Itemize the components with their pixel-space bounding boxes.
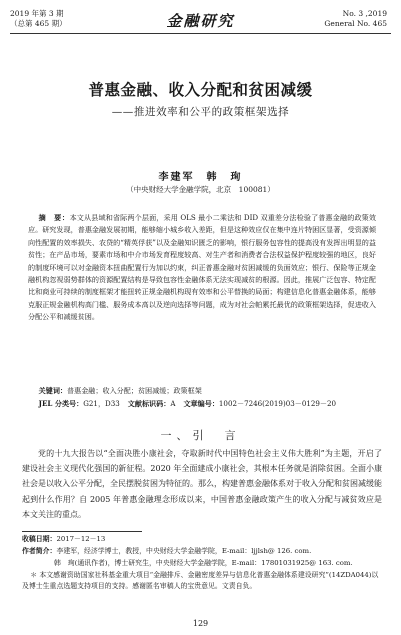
footnote-funding: ＊ 本文感谢资助国家社科基金重大项目“金融排斥、金融密度差异与信息化普惠金融体系建设研究”(14ZDA044)以及博士生重点选题支持项目的支持。感谢匿名审稿人的宝贵意见。文责自负。	[22, 571, 379, 591]
abstract	[28, 212, 376, 324]
author-affiliation: （中央财经大学金融学院，北京 100081）	[126, 185, 275, 194]
author-names: 李建军 韩 珣	[158, 172, 243, 183]
article-subtitle: ——推进效率和公平的政策框架选择	[111, 106, 290, 118]
article-title: 普惠金融、收入分配和贫困减缓	[88, 80, 313, 99]
article-id-label: 文章编号：	[183, 399, 219, 408]
footnote-rule	[22, 531, 142, 532]
keywords-text: 普惠金融；收入分配；贫困减缓；政策框架	[67, 386, 202, 395]
general-number-label: General No. 465	[324, 19, 387, 28]
intro-paragraph: 党的十九大报告以“全面决胜小康社会，夺取新时代中国特色社会主义伟大胜利”为主题，开启了建设社会主义现代化强国的新征程。2020 年全面建成小康社会，其根本任务就是消除贫困。全面小康社会是以收入公平分配，全民摆脱贫困为特征的。那么，构建普惠金融体系对于收入分配和贫困减缓能起到什么作用？自 2005 年普惠金融理念形成以来，中国普惠金融政策产生的收入分配与减贫效应是本文关注的重点。	[22, 449, 382, 519]
abstract-text: 本文从县域和省际两个层面，采用 OLS 最小二乘法和 DID 双重差分法检验了普惠金融的政策效应。研究发现，普惠金融发展初期，能够缩小城乡收入差距，但是这种效应仅在集中连片特困区显著，受资源倾向性配置的效率损失、农贷的“精英俘获”以及金融知识匮乏的影响，银行服务包容性的提高没有发挥出明显的益贫性；在产品市场，要素市场和中介市场发育程度较高、对生产者和消费者合法权益保护程度较强的地区，良好的制度环境可以对金融资本扭曲配置行为加以约束，纠正普惠金融对贫困减缓的负面效应；银行、保险等正规金融机构忽视弱势群体的资源配置结构是导致包容性金融体系无法实现减贫的根源。因此，推展广泛包容、特定配比和商业可持续的制度框架才能扭转正规金融机构现有效率和公平替换的局面；构建信息化普惠金融体系，能够克服正规金融机构高门槛、服务成本高以及逆向选择等问题，成为对社会帕累托最优的政策框架选择，促进收入分配公平和减缓贫困。	[28, 213, 376, 322]
page-number: 129	[192, 619, 209, 628]
footnote-author-2: 韩 珣(通讯作者)，博士研究生，中央财经大学金融学院，E-mail：17801031925@ 163. com.	[54, 559, 353, 567]
jel-label: JEL 分类号：	[38, 399, 84, 408]
header-rule	[10, 33, 391, 34]
received-date: 2017－12－13	[56, 535, 106, 543]
jel-codes: G21，D33	[83, 399, 120, 408]
keywords	[28, 385, 376, 396]
issue-number-label: No. 3 ,2019	[342, 9, 387, 18]
keywords-label: 关键词：	[38, 386, 68, 395]
footnote-author-1	[22, 546, 382, 557]
abstract-label: 摘 要：	[38, 213, 70, 222]
issue-label: 2019 年第 3 期	[10, 9, 64, 18]
document-code-label: 文献标识码：	[127, 399, 171, 408]
section-heading: 一、引 言	[160, 429, 241, 442]
classification-line	[28, 398, 376, 409]
running-header-right	[324, 9, 387, 29]
article-id: 1002－7246(2019)03－0129－20	[218, 399, 337, 408]
footnote-received	[22, 534, 382, 545]
received-label: 收稿日期：	[22, 535, 57, 543]
author-1-bio: 李建军，经济学博士，教授，中央财经大学金融学院，E-mail：ljjlsh@ 126. com.	[56, 547, 312, 555]
author-bio-label: 作者简介：	[22, 547, 57, 555]
journal-name: 金融研究	[166, 12, 235, 30]
document-code: A	[170, 399, 176, 408]
total-issue-label: （总第 465 期）	[10, 19, 67, 28]
